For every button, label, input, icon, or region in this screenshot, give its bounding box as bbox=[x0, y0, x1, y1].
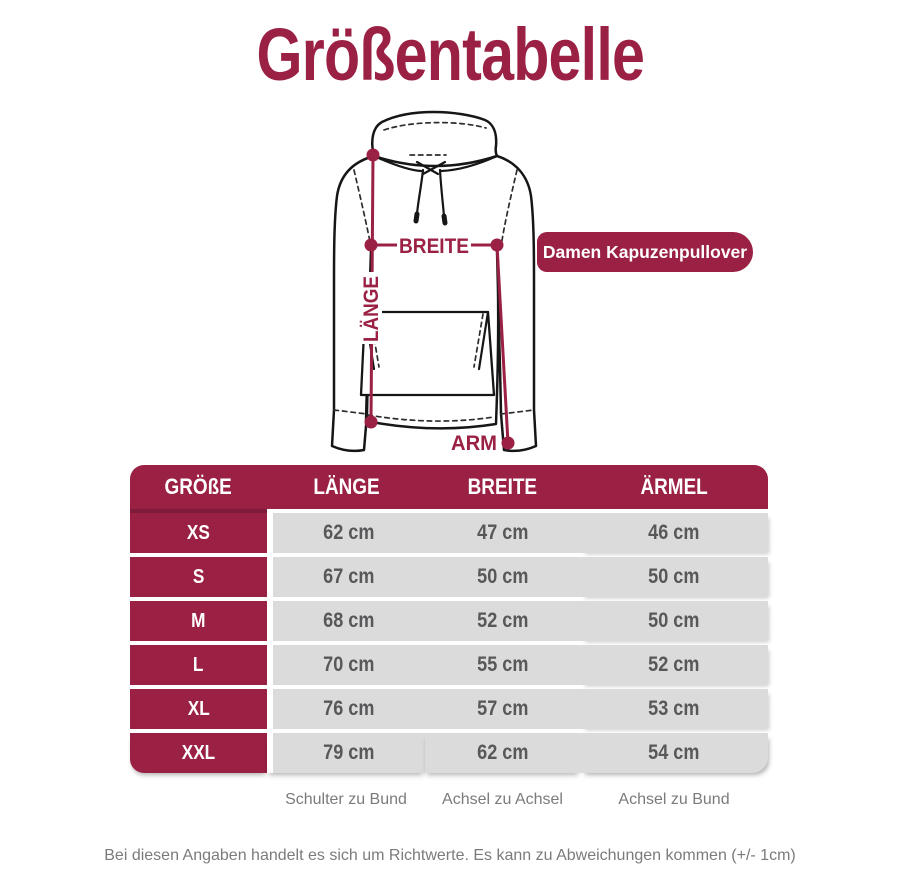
value-cell-aermel: 53 cm bbox=[580, 689, 768, 729]
shoulder-dot bbox=[367, 149, 380, 162]
page-title-text: Größentabelle bbox=[256, 13, 644, 96]
value-cell-breite: 62 cm bbox=[425, 733, 580, 773]
table-row bbox=[130, 733, 768, 773]
value-cell-laenge: 68 cm bbox=[267, 601, 425, 641]
length-label: LÄNGE bbox=[360, 268, 383, 342]
value-cell-breite: 57 cm bbox=[425, 689, 580, 729]
col-header-groesse: GRÖßE bbox=[164, 474, 233, 499]
table-header-row bbox=[130, 465, 768, 509]
table-row bbox=[130, 601, 768, 641]
width-left-dot bbox=[365, 239, 378, 252]
header-shadow-strip bbox=[130, 509, 267, 513]
table-row bbox=[130, 645, 768, 685]
size-cell: S bbox=[130, 557, 267, 597]
value-cell-aermel: 50 cm bbox=[580, 557, 768, 597]
page-title bbox=[0, 13, 900, 96]
size-cell: XXL bbox=[130, 733, 267, 773]
size-cell: L bbox=[130, 645, 267, 685]
measurement-legend bbox=[130, 791, 768, 809]
value-cell-aermel: 52 cm bbox=[580, 645, 768, 685]
legend-aermel: Achsel zu Bund bbox=[618, 791, 730, 808]
value-cell-laenge: 62 cm bbox=[267, 513, 425, 553]
table-row bbox=[130, 557, 768, 597]
value-cell-laenge: 76 cm bbox=[267, 689, 425, 729]
value-cell-laenge: 67 cm bbox=[267, 557, 425, 597]
col-header-breite: BREITE bbox=[467, 474, 538, 499]
value-cell-aermel: 50 cm bbox=[580, 601, 768, 641]
size-cell: XL bbox=[130, 689, 267, 729]
size-cell: XS bbox=[130, 513, 267, 553]
product-type-badge bbox=[537, 232, 753, 272]
legend-spacer bbox=[130, 791, 267, 809]
size-table bbox=[130, 465, 768, 773]
value-cell-breite: 55 cm bbox=[425, 645, 580, 685]
arm-label: ARM bbox=[451, 432, 497, 455]
size-cell: M bbox=[130, 601, 267, 641]
value-cell-breite: 52 cm bbox=[425, 601, 580, 641]
value-cell-breite: 47 cm bbox=[425, 513, 580, 553]
value-cell-aermel: 46 cm bbox=[580, 513, 768, 553]
col-header-aermel: ÄRMEL bbox=[640, 474, 708, 499]
hem-dot bbox=[365, 416, 378, 429]
legend-breite: Achsel zu Achsel bbox=[442, 791, 563, 808]
width-right-dot bbox=[491, 239, 504, 252]
cuff-dot bbox=[502, 437, 515, 450]
hood-outline bbox=[372, 112, 497, 166]
table-row bbox=[130, 513, 768, 553]
value-cell-laenge: 79 cm bbox=[267, 733, 425, 773]
value-cell-aermel: 54 cm bbox=[580, 733, 768, 773]
product-type-badge-label: Damen Kapuzenpullover bbox=[542, 241, 748, 262]
hoodie-measurement-diagram bbox=[290, 104, 570, 464]
value-cell-laenge: 70 cm bbox=[267, 645, 425, 685]
disclaimer-text: Bei diesen Angaben handelt es sich um Richtwerte. Es kann zu Abweichungen kommen (+/- 1cm) bbox=[104, 847, 796, 864]
value-cell-breite: 50 cm bbox=[425, 557, 580, 597]
table-row bbox=[130, 689, 768, 729]
width-label: BREITE bbox=[399, 235, 469, 258]
legend-laenge: Schulter zu Bund bbox=[285, 791, 407, 808]
col-header-laenge: LÄNGE bbox=[312, 474, 380, 499]
